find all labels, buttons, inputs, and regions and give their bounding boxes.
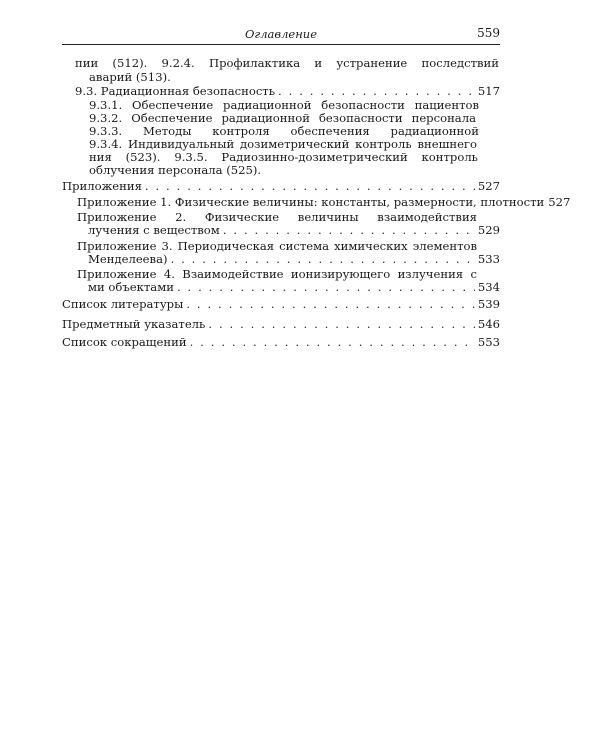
toc-leader-dots xyxy=(190,336,475,349)
running-header-title: Оглавление xyxy=(244,27,318,41)
toc-entry-page: 527 xyxy=(548,195,571,209)
toc-entry-label: Приложение 1. Физические величины: константы, размерности, плотности xyxy=(77,195,545,209)
toc-entry-label: ми объектами xyxy=(88,280,174,294)
toc-subentry-line: 9.3.4. Индивидуальный дозиметрический контроль внешнего xyxy=(89,138,477,151)
toc-subentry-line: 9.3.2. Обеспечение радиационной безопасности персонала xyxy=(89,112,476,125)
toc-entry-bibliography[interactable] xyxy=(62,298,500,311)
toc-continuation-line-1: пии (512). 9.2.4. Профилактика и устранение последствий xyxy=(75,57,499,70)
toc-entry-page: 539 xyxy=(477,297,500,311)
toc-entry-page: 527 xyxy=(477,179,500,193)
toc-entry-appendix-1[interactable] xyxy=(77,195,571,209)
toc-entry-label: Приложения xyxy=(62,179,142,193)
toc-entry-appendices[interactable] xyxy=(62,180,500,193)
page-number: 559 xyxy=(477,26,500,40)
toc-entry-page: 517 xyxy=(477,84,500,98)
toc-entry-label: Предметный указатель xyxy=(62,317,206,331)
toc-entry-label: 9.3. Радиационная безопасность xyxy=(75,84,276,98)
toc-entry-label: Список литературы xyxy=(62,297,184,311)
toc-entry-subject-index[interactable] xyxy=(62,318,500,331)
toc-appendix-4-line-1: Приложение 4. Взаимодействие ионизирующего излучения с xyxy=(77,268,477,281)
toc-entry-page: 553 xyxy=(477,335,500,349)
toc-leader-dots xyxy=(171,253,475,266)
toc-entry-page: 533 xyxy=(477,252,500,266)
toc-leader-dots xyxy=(208,318,474,331)
toc-entry-appendix-4[interactable] xyxy=(88,281,500,294)
toc-appendix-2-line-1: Приложение 2. Физические величины взаимодействия xyxy=(77,211,477,224)
toc-subentry-line: 9.3.1. Обеспечение радиационной безопасности пациентов xyxy=(89,99,479,112)
toc-subentry-line: облучения персонала (525). xyxy=(89,163,262,177)
running-header xyxy=(62,26,500,45)
toc-entry-page: 546 xyxy=(477,317,500,331)
toc-entry-appendix-2[interactable] xyxy=(88,224,500,237)
toc-entry-page: 529 xyxy=(477,223,500,237)
toc-leader-dots xyxy=(223,224,475,237)
toc-leader-dots xyxy=(278,85,475,98)
toc-entry-9-3[interactable] xyxy=(75,85,500,98)
toc-entry-label: Менделеева) xyxy=(88,252,168,266)
toc-leader-dots xyxy=(186,298,475,311)
toc-continuation-line-2: аварий (513). xyxy=(89,70,171,84)
toc-leader-dots xyxy=(177,281,475,294)
toc-entry-label: Список сокращений xyxy=(62,335,187,349)
toc-leader-dots xyxy=(145,180,475,193)
toc-entry-abbreviations[interactable] xyxy=(62,336,500,349)
toc-entry-page: 534 xyxy=(477,280,500,294)
toc-entry-appendix-3[interactable] xyxy=(88,253,500,266)
toc-appendix-3-line-1: Приложение 3. Периодическая система химических элементов xyxy=(77,240,477,253)
toc-entry-label: лучения с веществом xyxy=(88,223,220,237)
toc-subentry-line: 9.3.3. Методы контроля обеспечения радиационной xyxy=(89,125,479,138)
toc-subentry-line: ния (523). 9.3.5. Радиозинно-дозиметрический контроль xyxy=(89,151,478,164)
